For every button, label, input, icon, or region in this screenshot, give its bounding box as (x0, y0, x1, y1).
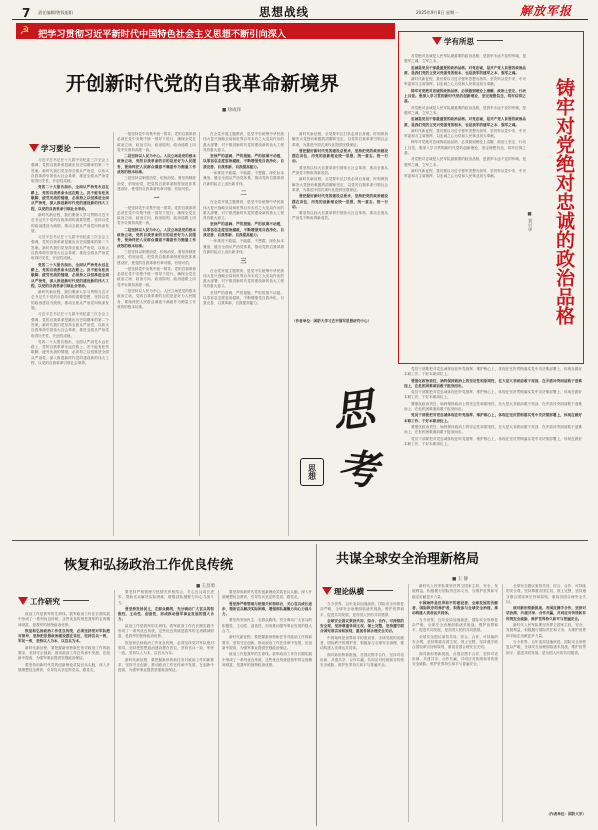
column-rule (288, 132, 289, 536)
article3-title: 共谋全球安全治理新格局 (336, 552, 480, 567)
article2-col1 (18, 612, 110, 820)
section-name: 思想战线 (259, 5, 309, 19)
paragraph: 新时代新征程，我们要以习近平强军思想为指导，坚决听从党中央、中央军委和习主席指挥，以忠诚之心为党和人民事业担当奉献。 (404, 77, 526, 87)
subhead-line (477, 40, 503, 41)
paragraph: 三是坚持以制度治党、依规治党。要坚持制度治党、依规治党，把党的自我革命制度规范体系建设好，使党的自我革命有章可循、有规可依。 (117, 249, 196, 265)
paragraph: 新时代新征程，我们要以习近平强军思想为指导，坚决听从党中央、中央军委和习主席指挥，以忠诚之心为党和人民事业担当奉献。 (404, 168, 526, 179)
sidebar-text (404, 54, 526, 360)
article3-subhead (322, 586, 393, 597)
paragraph: 在全党开展主题教育，是党中央统筹中华民族伟大复兴战略全局和世界百年未有之大变局作出的重大部署，对于推进新时代党的建设新的伟大工程具有重大意义。 (203, 268, 284, 289)
paragraph: 新时代新征程，要把握新形势新任务对政治工作的新要求，坚持守正创新，推动政治工作在传承中发展、在创新中提高，为强军事业提供坚强政治保证。 (18, 645, 110, 661)
subhead-line (63, 600, 89, 601)
triangle-icon (29, 144, 39, 152)
sidebar-vertical-title: 铸牢对党绝对忠诚的政治品格 (553, 78, 575, 325)
paragraph: 中国始终是世界和平的建设者、全球发展的贡献者、国际秩序的维护者，积极参与全球安全治理，推动构建人类命运共同体。 (412, 600, 498, 616)
article2-col3 (222, 590, 312, 820)
paragraph: 要把握好新时代党的建设总要求，坚持把党的政治建设摆在首位，用党的创新理论统一思想、统一意志、统一行动。 (292, 148, 388, 164)
subhead-line (74, 147, 100, 148)
article3-col3 (506, 584, 586, 810)
paragraph: 党的二十大报告指出，全面从严治党永远在路上，党的自我革命永远在路上。决不能有松劲歇脚、疲劳厌战的情绪，必须持之以恒推进全面从严治党，深入推进新时代党的建设新的伟大工程，以党的自我革命引领社会革命。 (31, 262, 109, 288)
sidebar-author: ■ 刘兴华 (527, 212, 532, 232)
article3-signature: （作者单位：国防大学） (546, 812, 586, 816)
article1-title: 开创新时代党的自我革命新境界 (66, 72, 340, 95)
article3-col1 (320, 602, 404, 820)
paragraph: 铸牢对党绝对忠诚的政治品格，必须做到理论上清醒、政治上坚定、行动上自觉。要深入学习贯彻新时代党的创新理论，坚定理想信念，筑牢信仰之基。 (404, 140, 526, 156)
paragraph: 坚持严的基调、严的措施、严的氛围不动摇，以零容忍态度惩治腐败，不断增强党自我净化、自我完善、自我革新、自我提高能力。 (203, 222, 284, 238)
paragraph: 对党绝对忠诚是人民军队最重要的政治品格，是我军永远不变的军魂，是强军之魂、立军之本。 (404, 157, 526, 167)
article2-col2 (118, 590, 214, 820)
paragraph: 党的二十大报告指出，全面从严治党永远在路上，党的自我革命永远在路上。决不能有松劲歇脚、疲劳厌战的情绪，必须持之以恒推进全面从严治党，深入推进新时代党的建设新的伟大工程，以党的自我革命引领社会革命。 (31, 339, 109, 365)
paragraph: 全球安全倡议秉持共同、综合、合作、可持续的安全观，坚持尊重各国主权、领土完整，坚持遵守联合国宪章宗旨和原则，重视各国合理安全关切。 (412, 634, 498, 650)
article2-title: 恢复和弘扬政治工作优良传统 (64, 558, 234, 573)
paragraph: 新时代新征程，要把握新形势新任务对政治工作的新要求，坚持守正创新，推动政治工作在传承中发展、在创新中提高，为强军事业提供坚强政治保证。 (118, 657, 214, 673)
right-continuation (404, 367, 582, 533)
paragraph: 党的二十大报告指出，全面从严治党永远在路上，党的自我革命永远在路上。决不能有松劲歇脚、疲劳厌战的情绪，必须持之以恒推进全面从严治党，深入推进新时代党的建设新的伟大工程，以党的自我革命引领社会革命。 (31, 185, 109, 211)
paragraph: 党员干部要把对党忠诚体现在听党指挥、维护核心上，体现在坚决贯彻落实党中央决策部署上，体现在做好本职工作、干好本职岗位上。 (404, 390, 582, 400)
paragraph: 一是坚持党中央集中统一领导。党的自我革命必须在党中央集中统一领导下进行，确保全党在政治立场、政治方向、政治原则、政治道路上同党中央保持高度一致。 (117, 205, 196, 226)
calligraphy-artwork (296, 338, 396, 534)
article1-author: ■ 徐成泽 (222, 108, 242, 113)
article1-col1 (31, 158, 109, 535)
paragraph: 要坚持严格管理与热情关怀相结合，关心官兵成长进步，帮助官兵解决实际困难，增强部队凝聚力向心力战斗力。 (118, 590, 214, 605)
calligraphy-char-1: 思 (329, 383, 378, 438)
paragraph: 一体推进不敢腐、不能腐、不想腐，深化标本兼治，健全全面从严治党体系，推动党的自我革命在新的起点上迈出新步伐。 (203, 239, 284, 254)
column-rule (218, 590, 219, 822)
column-rule (408, 584, 409, 822)
article3-col2 (412, 584, 498, 820)
calligraphy-char-2: 考 (335, 444, 381, 495)
subhead-label: 工作研究 (30, 597, 60, 606)
banner-text: 把学习贯彻习近平新时代中国特色社会主义思想不断引向深入 (38, 28, 287, 40)
paragraph: 政治工作是我军的生命线。我军政治工作在长期实践中形成了一系列优良传统，这些优良传统是我军的宝贵精神财富，是我军的独特政治优势。 (222, 652, 312, 667)
paragraph: 铸牢对党绝对忠诚的政治品格，必须做到理论上清醒、政治上坚定、行动上自觉。要深入学习贯彻新时代党的创新理论，坚定理想信念，筑牢信仰之基。 (404, 88, 526, 104)
triangle-icon (18, 597, 28, 605)
paragraph: 习近平总书记在十九届中央纪委三次全会上强调，党的自我革命是跳出历史周期率的第二个答案。新时代我们党坚持全面从严治党，以伟大自我革命引领伟大社会革命，推进全面从严治党取得历史性、开创性成就。 (31, 158, 109, 184)
paragraph: 党员干部要把对党忠诚体现在听党指挥、维护核心上，体现在坚决贯彻落实党中央决策部署上，体现在做好本职工作、干好本职岗位上。 (404, 413, 582, 423)
section-number: 一 (153, 195, 160, 203)
page-number: 7 (22, 6, 31, 20)
paragraph: 坚持严的基调、严的措施、严的氛围不动摇，以零容忍态度惩治腐败，不断增强党自我净化、自我完善、自我革新、自我提高能力。 (203, 154, 284, 169)
column-rule (114, 590, 115, 822)
header-rule (12, 19, 588, 20)
paragraph: 一是坚持党中央集中统一领导。党的自我革命必须在党中央集中统一领导下进行，确保全党在政治立场、政治方向、政治原则、政治道路上同党中央保持高度一致。 (117, 132, 196, 152)
paragraph: 在全党开展主题教育，是党中央统筹中华民族伟大复兴战略全局和世界百年未有之大变局作出的重大部署，对于推进新时代党的建设新的伟大工程具有重大意义。 (203, 132, 284, 152)
paragraph: 政治工作是我军的生命线。我军政治工作在长期实践中形成了一系列优良传统，这些优良传统是我军的宝贵精神财富，是我军的独特政治优势。 (18, 612, 110, 627)
paragraph: 中国始终是世界和平的建设者、全球发展的贡献者、国际秩序的维护者，积极参与全球安全治理，推动构建人类命运共同体。 (320, 635, 404, 651)
section-number: 二 (240, 189, 247, 197)
paragraph: 新时代新征程，我们要以习近平强军思想为指导，坚决听从党中央、中央军委和习主席指挥，以忠诚之心为党和人民事业担当奉献。 (404, 128, 526, 139)
paragraph: 新时代新征程，全党要牢记打铁必须自身硬，时刻保持解决大党独有难题的清醒和坚定，以党的自我革命引领社会革命，为推进中国式现代化提供坚强保证。 (292, 177, 388, 192)
date-line: 2025年9月8日 星期一 (416, 10, 459, 15)
paragraph: 党员干部要把对党忠诚体现在听党指挥、维护核心上，体现在坚决贯彻落实党中央决策部署上，体现在做好本职工作、干好本职岗位上。 (404, 436, 582, 446)
paragraph: 一是坚持党中央集中统一领导。党的自我革命必须在党中央集中统一领导下进行，确保全党在政治立场、政治方向、政治原则、政治道路上同党中央保持高度一致。 (117, 266, 196, 287)
paragraph: 当今世界，百年变局加速演进，国际安全形势复杂严峻，全球安全治理面临诸多挑战。维护世界和平、促进共同发展，是各国人民的共同愿望。 (506, 639, 586, 655)
paragraph: 要把握好新时代党的建设总要求，坚持把党的政治建设摆在首位，用党的创新理论统一思想、统一意志、统一行动。 (292, 194, 388, 209)
paragraph: 新时代新征程，我们要深入学习贯彻习近平总书记关于党的自我革命的重要思想，坚持以党的政治建设为统领，推动全面从严治党向纵深发展。 (31, 212, 109, 233)
article2-author: ■ 王昌勇 (196, 584, 216, 589)
article1-col3 (203, 132, 284, 535)
paragraph: 坚持严的基调、严的措施、严的氛围不动摇，以零容忍态度惩治腐败，不断增强党自我净化、自我完善、自我革新、自我提高能力。 (203, 290, 284, 306)
article-divider (316, 544, 317, 826)
paragraph: 新时代人民军队要坚决捍卫国家主权、安全、发展利益，积极履行国际责任和义务，为维护世界和平稳定贡献更多力量。 (506, 623, 586, 638)
paragraph: 新时代新征程，我们要深入学习贯彻习近平总书记关于党的自我革命的重要思想，坚持以党的政治建设为统领，推动全面从严治党向纵深发展。 (31, 290, 109, 311)
paragraph: 面对新形势新挑战，各国应携手合作，坚持对话协商、共建共享、合作共赢，共同应对传统和非传统安全威胁，维护世界持久和平与普遍安全。 (320, 652, 404, 668)
paragraph: 在全党开展主题教育，是党中央统筹中华民族伟大复兴战略全局和世界百年未有之大变局作出的重大部署，对于推进新时代党的建设新的伟大工程具有重大意义。 (203, 200, 284, 221)
section-divider (12, 540, 588, 541)
sidebar-subhead (432, 36, 503, 47)
paper-logo: 解放军报 (520, 4, 573, 18)
paragraph: 政治工作是我军的生命线。我军政治工作在长期实践中形成了一系列优良传统，这些优良传统是我军的宝贵精神财富，是我军的独特政治优势。 (118, 623, 214, 639)
paragraph: 对党绝对忠诚是人民军队最重要的政治品格，是我军永远不变的军魂，是强军之魂、立军之本。 (404, 105, 526, 115)
paragraph: 要坚持以伟大自我革命引领伟大社会革命，推动全面从严治党不断取得新成效。 (292, 165, 388, 176)
paragraph: 对党绝对忠诚是人民军队最重要的政治品格，是我军永远不变的军魂，是强军之魂、立军之本。 (404, 54, 526, 64)
article1-col4 (292, 132, 388, 317)
paragraph: 党员干部要把对党忠诚体现在听党指挥、维护核心上，体现在坚决贯彻落实党中央决策部署上，体现在做好本职工作、干好本职岗位上。 (404, 367, 582, 377)
subhead-label: 学有所思 (444, 37, 474, 46)
triangle-icon (432, 37, 442, 45)
article3-author: ■ 王 静 (452, 577, 469, 582)
paragraph: 当今世界，百年变局加速演进，国际安全形势复杂严峻，全球安全治理面临诸多挑战。维护世界和平、促进共同发展，是各国人民的共同愿望。 (320, 602, 404, 617)
subhead-label: 学习要论 (41, 144, 71, 153)
paragraph: 当今世界，百年变局加速演进，国际安全形势复杂严峻，全球安全治理面临诸多挑战。维护世界和平、促进共同发展，是各国人民的共同愿望。 (412, 617, 498, 633)
paragraph: 要强化政治责任，始终保持政治上的坚定性和原则性，在大是大非面前敢于亮剑，在矛盾冲突面前敢于迎难而上，在危机困难面前敢于挺身而出。 (404, 424, 582, 435)
seal-stamp: 思想 (300, 458, 324, 486)
triangle-icon (322, 587, 332, 595)
party-emblem-icon: ☭ (19, 24, 30, 37)
paragraph: 新时代人民军队要坚决捍卫国家主权、安全、发展利益，积极履行国际责任和义务，为维护世界和平稳定贡献更多力量。 (412, 584, 498, 599)
paragraph: 要坚持以伟大自我革命引领伟大社会革命，推动全面从严治党不断取得新成效。 (292, 211, 388, 221)
article1-col2 (117, 132, 196, 535)
column-rule (199, 132, 200, 536)
subhead-label: 理论纵横 (334, 587, 364, 596)
paragraph: 全球安全倡议秉持共同、综合、合作、可持续的安全观，坚持尊重各国主权、领土完整，坚持遵守联合国宪章宗旨和原则，重视各国合理安全关切。 (506, 584, 586, 604)
paragraph: 面对新形势新挑战，各国应携手合作，坚持对话协商、共建共享、合作共赢，共同应对传统和非传统安全威胁，维护世界持久和平与普遍安全。 (506, 606, 586, 621)
paragraph: 二是坚持以人民为中心。人民立场是党的根本政治立场，党的自我革命的目的是更好为人民服务，要始终把人民群众满意不满意作为衡量工作成效的根本标准。 (117, 289, 196, 309)
paragraph: 忠诚是党员干部最重要的政治品格。对党忠诚，是共产党人首要的政治品质，是我们党的立党兴党强党的根本，也是我军的建军之本、强军之魂。 (404, 65, 526, 75)
paragraph: 要坚持严格管理与热情关怀相结合，关心官兵成长进步，帮助官兵解决实际困难，增强部队凝聚力向心力战斗力。 (222, 601, 312, 617)
paragraph: 习近平总书记在十九届中央纪委三次全会上强调，党的自我革命是跳出历史周期率的第二个答案。新时代我们党坚持全面从严治党，以伟大自我革命引领伟大社会革命，推进全面从严治党取得历史性、开创性成就。 (31, 312, 109, 338)
section-number: 三 (240, 258, 247, 266)
subhead-line (367, 590, 393, 591)
paragraph: 全球安全倡议秉持共同、综合、合作、可持续的安全观，坚持尊重各国主权、领土完整，坚持遵守联合国宪章宗旨和原则，重视各国合理安全关切。 (320, 618, 404, 634)
paragraph: 三是坚持以制度治党、依规治党。要坚持制度治党、依规治党，把党的自我革命制度规范体系建设好，使党的自我革命有章可循、有规可依。 (117, 176, 196, 191)
paragraph: 忠诚是党员干部最重要的政治品格。对党忠诚，是共产党人首要的政治品质，是我们党的立党兴党强党的根本，也是我军的建军之本、强军之魂。 (404, 117, 526, 127)
paragraph: 二是坚持以人民为中心。人民立场是党的根本政治立场，党的自我革命的目的是更好为人民服务，要始终把人民群众满意不满意作为衡量工作成效的根本标准。 (117, 154, 196, 175)
article1-subhead (29, 143, 100, 154)
paragraph: 新时代新征程，全党要牢记打铁必须自身硬，时刻保持解决大党独有难题的清醒和坚定，以党的自我革命引领社会革命，为推进中国式现代化提供坚强保证。 (292, 132, 388, 147)
paragraph: 要强化政治责任，始终保持政治上的坚定性和原则性，在大是大非面前敢于亮剑，在矛盾冲突面前敢于迎难而上，在危机困难面前敢于挺身而出。 (404, 401, 582, 412)
paragraph: 新时代新征程，要把握新形势新任务对政治工作的新要求，坚持守正创新，推动政治工作在传承中发展、在创新中提高，为强军事业提供坚强政治保证。 (222, 635, 312, 650)
paragraph: 一体推进不敢腐、不能腐、不想腐，深化标本兼治，健全全面从严治党体系，推动党的自我革命在新的起点上迈出新步伐。 (203, 171, 284, 186)
editor-line: 责任编辑/曾钱旭阳 (38, 10, 73, 15)
column-rule (502, 584, 503, 822)
paragraph: 要坚持用新时代党的创新理论武装官兵头脑，深入开展理想信念教育，引导官兵坚定听党话、跟党走。 (222, 590, 312, 600)
paragraph: 二是坚持以人民为中心。人民立场是党的根本政治立场，党的自我革命的目的是更好为人民服务，要始终把人民群众满意不满意作为衡量工作成效的根本标准。 (117, 227, 196, 248)
paragraph: 恢复和弘扬政治工作优良传统，必须坚持党对军队绝对领导，坚持把思想政治建设摆在首位，坚持官兵一致、军民一致，坚持以人为本、以官兵为本。 (18, 628, 110, 644)
paragraph: 要坚持发扬民主，走群众路线，充分调动广大官兵的积极性、主动性、创造性，形成推动强军事业发展的强大合力。 (118, 606, 214, 622)
paragraph: 要强化政治责任，始终保持政治上的坚定性和原则性，在大是大非面前敢于亮剑，在矛盾冲突面前敢于迎难而上，在危机困难面前敢于挺身而出。 (404, 378, 582, 388)
paragraph: 恢复和弘扬政治工作优良传统，必须坚持党对军队绝对领导，坚持把思想政治建设摆在首位，坚持官兵一致、军民一致，坚持以人为本、以官兵为本。 (118, 640, 214, 656)
paragraph: 习近平总书记在十九届中央纪委三次全会上强调，党的自我革命是跳出历史周期率的第二个答案。新时代我们党坚持全面从严治党，以伟大自我革命引领伟大社会革命，推进全面从严治党取得历史性、开创性成就。 (31, 235, 109, 261)
article1-signature: （作者单位：国防大学习近平强军思想研究中心） (292, 319, 372, 323)
article2-subhead (18, 596, 89, 607)
paragraph: 要坚持用新时代党的创新理论武装官兵头脑，深入开展理想信念教育，引导官兵坚定听党话、跟党走。 (18, 662, 110, 672)
paragraph: 面对新形势新挑战，各国应携手合作，坚持对话协商、共建共享、合作共赢，共同应对传统和非传统安全威胁，维护世界持久和平与普遍安全。 (412, 651, 498, 667)
column-rule (113, 132, 114, 536)
paragraph: 要坚持发扬民主，走群众路线，充分调动广大官兵的积极性、主动性、创造性，形成推动强军事业发展的强大合力。 (222, 618, 312, 634)
